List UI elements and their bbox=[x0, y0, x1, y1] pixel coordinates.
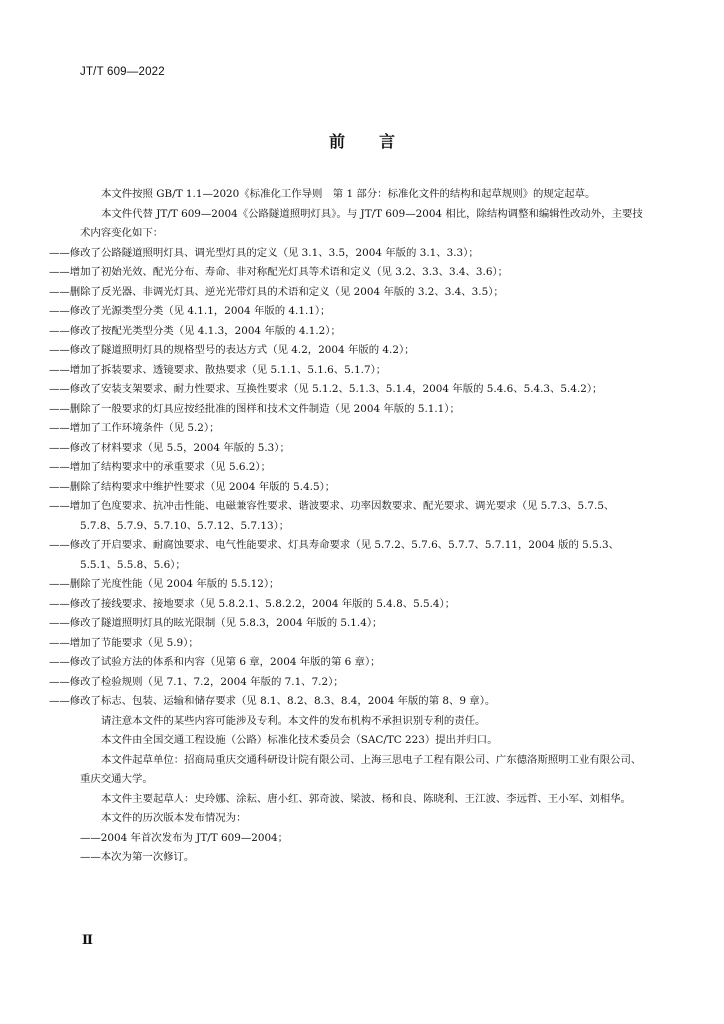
page-number: Ⅱ bbox=[82, 933, 93, 948]
change-item: ——修改了开启要求、耐腐蚀要求、电气性能要求、灯具寿命要求（见 5.7.2、5.7.6、5.7.7、5.7.11，2004 版的 5.5.3、5.5.1、5.5.8、5.6）； bbox=[49, 539, 619, 571]
paragraph-version-history-intro: 本文件的历次版本发布情况为： bbox=[101, 812, 247, 824]
change-item: ——修改了检验规则（见 7.1、7.2，2004 年版的 7.1、7.2）； bbox=[49, 675, 344, 688]
change-item: ——增加了结构要求中的承重要求（见 5.6.2）； bbox=[49, 461, 271, 473]
paragraph-main-drafters: 本文件主要起草人：史玲娜、涂耘、唐小红、郭奇波、梁波、杨和良、陈晓利、王江波、李远哲、王小军、刘相华。 bbox=[101, 792, 631, 805]
foreword-body bbox=[49, 185, 646, 868]
change-item: ——修改了光源类型分类（见 4.1.1，2004 年版的 4.1.1）； bbox=[49, 305, 331, 317]
change-item: ——删除了反光器、非调光灯具、逆光光带灯具的术语和定义（见 2004 年版的 3.2、3.4、3.5）； bbox=[49, 285, 504, 298]
paragraph-drafting-units: 本文件起草单位：招商局重庆交通科研设计院有限公司、上海三思电子工程有限公司、广东德洛斯照明工业有限公司、重庆交通大学。 bbox=[80, 753, 642, 785]
change-item: ——删除了结构要求中维护性要求（见 2004 年版的 5.4.5）； bbox=[49, 480, 336, 493]
paragraph-proposing-body: 本文件由全国交通工程设施（公路）标准化技术委员会（SAC/TC 223）提出并归口。 bbox=[101, 734, 498, 746]
change-item: ——增加了工作环境条件（见 5.2）； bbox=[49, 422, 220, 434]
change-item: ——增加了初始光效、配光分布、寿命、非对称配光灯具等术语和定义（见 3.2、3.3、3.4、3.6）； bbox=[49, 266, 509, 278]
change-item: ——修改了隧道照明灯具的眩光限制（见 5.8.3，2004 年版的 5.1.4）； bbox=[49, 617, 383, 629]
change-item: ——增加了拆装要求、透镜要求、散热要求（见 5.1.1、5.1.6、5.1.7）； bbox=[49, 363, 387, 376]
change-item: ——增加了色度要求、抗冲击性能、电磁兼容性要求、谐波要求、功率因数要求、配光要求、调光要求（见 5.7.3、5.7.5、5.7.8、5.7.9、5.7.10、5.7.12、5.7.13）； bbox=[49, 500, 615, 532]
change-item: ——修改了试验方法的体系和内容（见第 6 章，2004 年版的第 6 章）； bbox=[49, 656, 381, 668]
document-code-header: JT/T 609—2022 bbox=[80, 66, 165, 78]
change-item: ——删除了一般要求的灯具应按经批准的图样和技术文件制造（见 2004 年版的 5.1.1）； bbox=[49, 402, 460, 415]
paragraph-replacement-note: 本文件代替 JT/T 609—2004《公路隧道照明灯具》。与 JT/T 609—2004 相比，除结构调整和编辑性改动外，主要技术内容变化如下： bbox=[80, 207, 643, 239]
change-item: ——修改了公路隧道照明灯具、调光型灯具的定义（见 3.1、3.5，2004 年版的 3.1、3.3）； bbox=[49, 246, 479, 259]
paragraph-patent-notice: 请注意本文件的某些内容可能涉及专利。本文件的发布机构不承担识别专利的责任。 bbox=[101, 714, 486, 727]
change-item: ——修改了隧道照明灯具的规格型号的表达方式（见 4.2，2004 年版的 4.2）； bbox=[49, 344, 415, 356]
change-item: ——删除了光度性能（见 2004 年版的 5.5.12）； bbox=[49, 578, 280, 590]
history-item: ——本次为第一次修订。 bbox=[80, 851, 195, 863]
change-item: ——修改了接线要求、接地要求（见 5.8.2.1、5.8.2.2，2004 年版的 5.4.8、5.5.4）； bbox=[49, 597, 456, 610]
change-item: ——修改了安装支架要求、耐力性要求、互换性要求（见 5.1.2、5.1.3、5.1.4，2004 年版的 5.4.6、5.4.3、5.4.2）； bbox=[49, 383, 603, 395]
history-item: ——2004 年首次发布为 JT/T 609—2004； bbox=[80, 831, 289, 844]
paragraph-drafting-rules: 本文件按照 GB/T 1.1—2020《标准化工作导则 第 1 部分：标准化文件的结构和起草规则》的规定起草。 bbox=[101, 188, 596, 200]
page-title: 前言 bbox=[328, 132, 429, 151]
change-item: ——修改了按配光类型分类（见 4.1.3，2004 年版的 4.1.2）； bbox=[49, 324, 341, 337]
change-item: ——修改了材料要求（见 5.5，2004 年版的 5.3）； bbox=[49, 441, 290, 454]
change-item: ——修改了标志、包装、运输和储存要求（见 8.1、8.2、8.3、8.4，2004 年版的第 8、9 章）。 bbox=[49, 695, 496, 707]
change-item: ——增加了节能要求（见 5.9）； bbox=[49, 636, 199, 649]
